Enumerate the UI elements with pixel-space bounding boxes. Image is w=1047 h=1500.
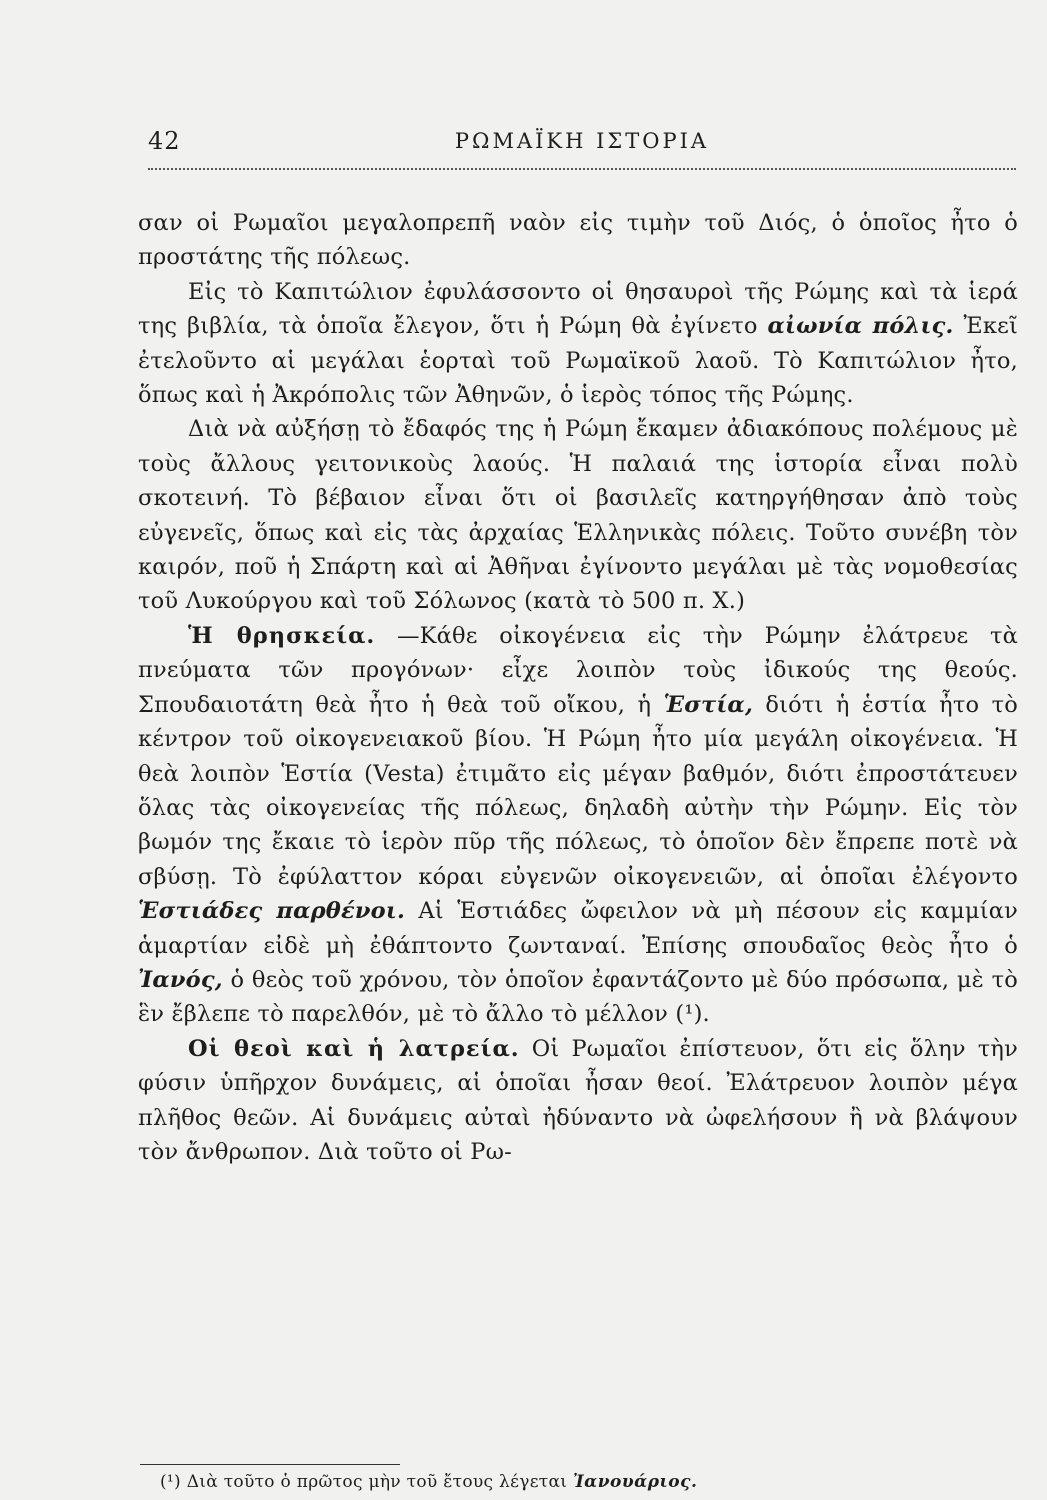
paragraph-text: σαν οἱ Ρωμαῖοι μεγαλοπρεπῆ ναὸν εἰς τιμὴν τοῦ Διός, ὁ ὁποῖος ἦτο ὁ προστάτης τῆς πόλεως. — [138, 210, 1018, 271]
footnote-text: Διὰ τοῦτο ὁ πρῶτος μὴν τοῦ ἔτους λέγεται — [186, 1472, 568, 1492]
emphasized-term: αἰωνία πόλις. — [767, 313, 954, 340]
paragraph-text: ὁ θεὸς τοῦ χρόνου, τὸν ὁποῖον ἐφαντάζοντο μὲ δύο πρόσωπα, μὲ τὸ ἓν ἔβλεπε τὸ παρελθόν, μὲ τὸ ἄλλο τὸ μέλλον (¹). — [138, 966, 1018, 1028]
paragraph-text: Αἱ Ἑστιάδες ὤφειλον νὰ μὴ πέσουν εἰς καμμίαν ἁμαρτίαν εἰδὲ μὴ ἐθάπτοντο ζωνταναί. Ἐπίσης σπουδαῖος θεὸς ἦτο ὁ — [138, 898, 1018, 959]
running-title: ΡΩΜΑΪΚΗ ΙΣΤΟΡΙΑ — [454, 129, 710, 153]
footnote-rule — [140, 1464, 400, 1465]
header-dotted-rule — [148, 168, 1016, 170]
section-heading: Οἱ θεοὶ καὶ ἡ λατρεία. — [188, 1035, 520, 1062]
paragraph-4 — [138, 619, 1018, 1032]
emphasized-term: Ἰανός, — [138, 966, 223, 993]
page-number: 42 — [148, 127, 181, 155]
footnote-term: Ἰανουάριος. — [572, 1472, 698, 1492]
footnote-marker: (¹) — [160, 1472, 181, 1492]
paragraph-text: —Κάθε οἰκογένεια εἰς τὴν Ρώμην ἐλάτρευε τὰ πνεύματα τῶν προγόνων· εἶχε λοιπὸν τοὺς ἰδικούς της θεούς. Σπουδαιοτάτη θεὰ ἦτο ἡ θεὰ τοῦ οἴκου, ἡ — [138, 622, 1019, 718]
paragraph-text: Διὰ νὰ αὐξήσῃ τὸ ἔδαφός της ἡ Ρώμη ἔκαμεν ἀδιακόπους πολέμους μὲ τοὺς ἄλλους γειτονικοὺς λαούς. Ἡ παλαιά της ἱστορία εἶναι πολὺ σκοτεινή. Τὸ βέβαιον εἶναι ὅτι οἱ βασιλεῖς κατηργήθησαν ἀπὸ τοὺς εὐγενεῖς, ὅπως καὶ εἰς τὰς ἀρχαίας Ἑλληνικὰς πόλεις. Τοῦτο συνέβη τὸν καιρόν, ποῦ ἡ Σπάρτη καὶ αἱ Ἀθῆναι ἐγίνοντο μεγάλαι μὲ τὰς νομοθεσίας τοῦ Λυκούργου καὶ τοῦ Σόλωνος (κατὰ τὸ 500 π. Χ.) — [138, 416, 1018, 615]
footnote — [160, 1470, 1010, 1494]
section-heading: Ἡ θρησκεία. — [188, 622, 376, 649]
paragraph-2 — [138, 275, 1018, 413]
paragraph-text: Ἐκεῖ ἐτελοῦντο αἱ μεγάλαι ἑορταὶ τοῦ Ρωμαϊκοῦ λαοῦ. Τὸ Καπιτώλιον ἦτο, ὅπως καὶ ἡ Ἀκρόπολις τῶν Ἀθηνῶν, ὁ ἱερὸς τόπος τῆς Ρώμης. — [138, 313, 1018, 409]
running-head — [148, 127, 1016, 161]
paragraph-text: Οἱ Ρωμαῖοι ἐπίστευον, ὅτι εἰς ὅλην τὴν φύσιν ὑπῆρχον δυνάμεις, αἱ ὁποῖαι ἦσαν θεοί. Ἐλάτρευον λοιπὸν μέγα πλῆθος θεῶν. Αἱ δυνάμεις αὐταὶ ἠδύναντο νὰ ὠφελήσουν ἢ νὰ βλάψουν τὸν ἄνθρωπον. Διὰ τοῦτο οἱ Ρω- — [138, 1035, 1018, 1165]
paragraph-5 — [138, 1032, 1018, 1170]
emphasized-term: Ἑστιάδες παρθένοι. — [138, 898, 405, 925]
paragraph-1 — [138, 206, 1018, 275]
emphasized-term: Ἑστία, — [663, 691, 753, 718]
paragraph-text: διότι ἡ ἑστία ἦτο τὸ κέντρον τοῦ οἰκογενειακοῦ βίου. Ἡ Ρώμη ἦτο μία μεγάλη οἰκογένεια. Ἡ θεὰ λοιπὸν Ἑστία (Vesta) ἐτιμᾶτο εἰς μέγαν βαθμόν, διότι ἐπροστάτευεν ὅλας τὰς οἰκογενείας τῆς πόλεως, δηλαδὴ αὐτὴν τὴν Ρώμην. Εἰς τὸν βωμόν της ἔκαιε τὸ ἱερὸν πῦρ τῆς πόλεως, τὸ ὁποῖον δὲν ἔπρεπε ποτὲ νὰ σβύσῃ. Τὸ ἐφύλαττον κόραι εὐγενῶν οἰκογενειῶν, αἱ ὁποῖαι ἐλέγοντο — [138, 691, 1018, 890]
paragraph-3 — [138, 412, 1018, 618]
body-text — [138, 206, 1018, 1169]
paragraph-text: Εἰς τὸ Καπιτώλιον ἐφυλάσσοντο οἱ θησαυροὶ τῆς Ρώμης καὶ τὰ ἱερά της βιβλία, τὰ ὁποῖα ἔλεγον, ὅτι ἡ Ρώμη θὰ ἐγίνετο — [138, 278, 1018, 340]
